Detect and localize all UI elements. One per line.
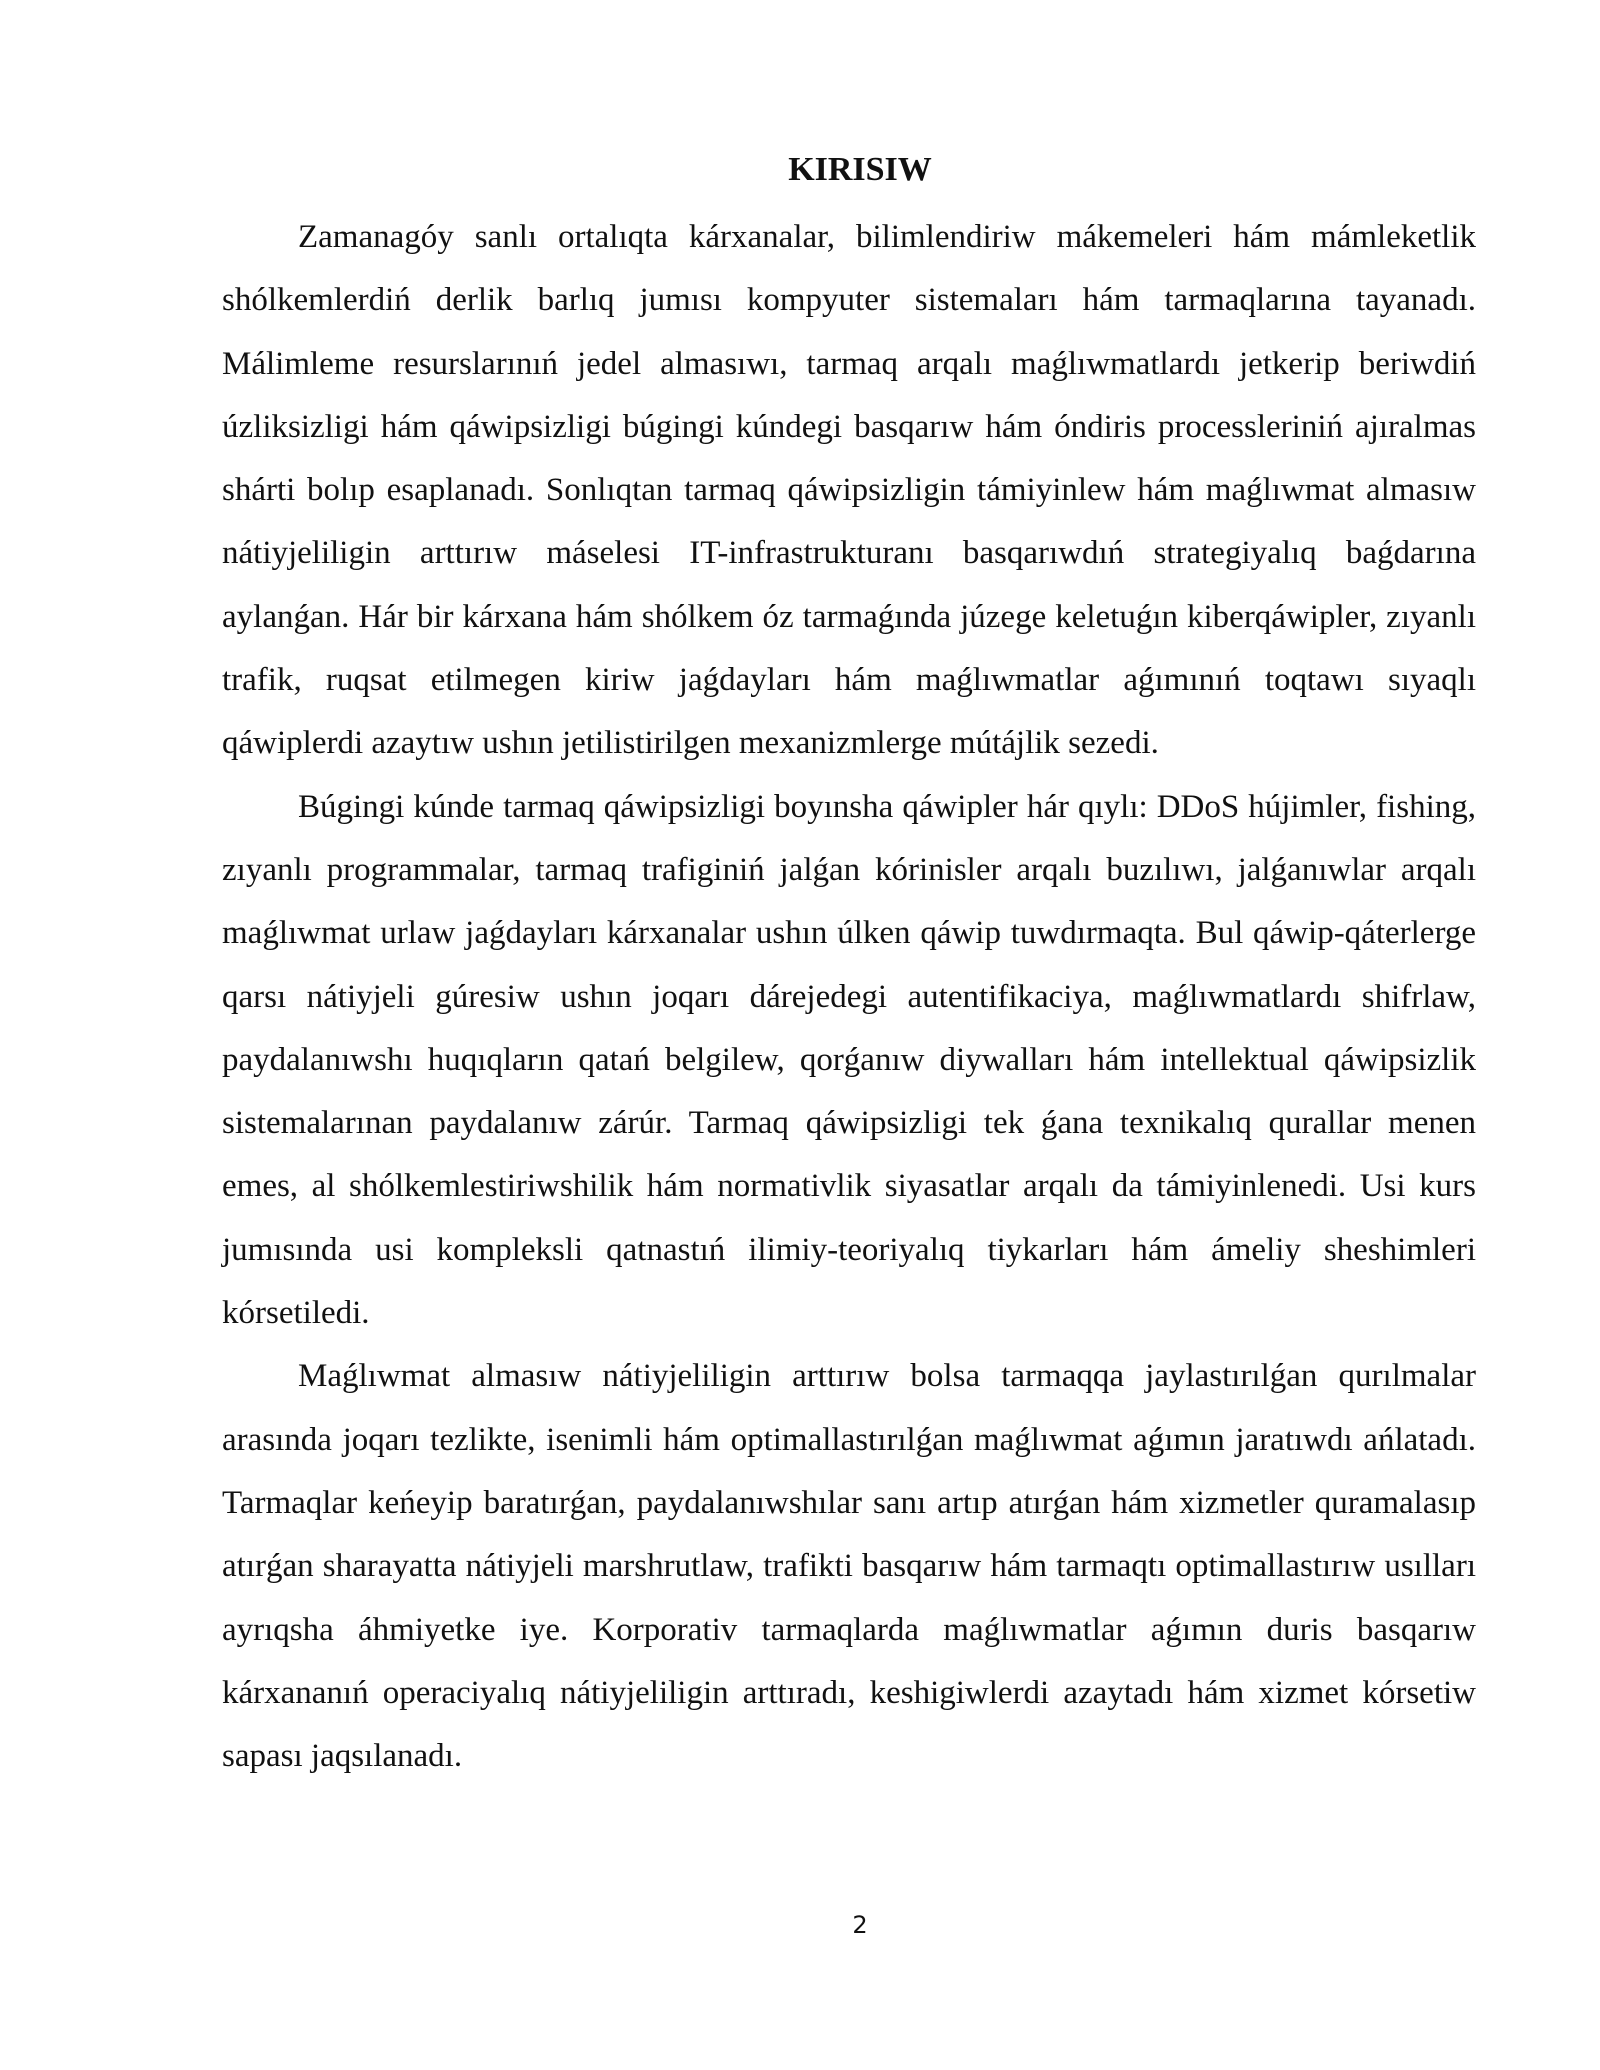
page-number: 2 bbox=[852, 1911, 868, 1939]
page-title: KIRISIW bbox=[788, 151, 932, 188]
body-text bbox=[222, 206, 1476, 1788]
paragraph-1: Zamanagóy sanlı ortalıqta kárxanalar, bilimlendiriw mákemeleri hám mámleketlik shólkemlerdiń derlik barlıq jumısı kompyuter sistemaları hám tarmaqlarına tayanadı. Málimleme resurslarınıń jedel almasıwı, tarmaq arqalı maǵlıwmatlardı jetkerip beriwdiń úzliksizligi hám qáwipsizligi búgingi kúndegi basqarıw hám óndiris processleriniń ajıralmas shárti bolıp esaplanadı. Sonlıqtan tarmaq qáwipsizligin támiyinlew hám maǵlıwmat almasıw nátiyjeliligin arttırıw máselesi IT-infrastrukturanı basqarıwdıń strategiyalıq baǵdarına aylanǵan. Hár bir kárxana hám shólkem óz tarmaǵında júzege keletuǵın kiberqáwipler, zıyanlı trafik, ruqsat etilmegen kiriw jaǵdayları hám maǵlıwmatlar aǵımınıń toqtawı sıyaqlı qáwiplerdi azaytıw ushın jetilistirilgen mexanizmlerge mútájlik sezedi. bbox=[222, 219, 1476, 762]
paragraph-3: Maǵlıwmat almasıw nátiyjeliligin arttırıw bolsa tarmaqqa jaylastırılǵan qurılmalar arasında joqarı tezlikte, isenimli hám optimallastırılǵan maǵlıwmat aǵımın jaratıwdı ańlatadı. Tarmaqlar keńeyip baratırǵan, paydalanıwshılar sanı artıp atırǵan hám xizmetler quramalasıp atırǵan sharayatta nátiyjeli marshrutlaw, trafikti basqarıw hám tarmaqtı optimallastırıw usılları ayrıqsha áhmiyetke iye. Korporativ tarmaqlarda maǵlıwmatlar aǵımın duris basqarıw kárxananıń operaciyalıq nátiyjeliligin arttıradı, keshigiwlerdi azaytadı hám xizmet kórsetiw sapası jaqsılanadı. bbox=[222, 1358, 1476, 1775]
paragraph-2: Búgingi kúnde tarmaq qáwipsizligi boyınsha qáwipler hár qıylı: DDoS hújimler, fishing, zıyanlı programmalar, tarmaq trafiginiń jalǵan kórinisler arqalı buzılıwı, jalǵanıwlar arqalı maǵlıwmat urlaw jaǵdayları kárxanalar ushın úlken qáwip tuwdırmaqta. Bul qáwip-qáterlerge qarsı nátiyjeli gúresiw ushın joqarı dárejedegi autentifikaciya, maǵlıwmatlardı shifrlaw, paydalanıwshı huqıqların qatań belgilew, qorǵanıw diywalları hám intellektual qáwipsizlik sistemalarınan paydalanıw zárúr. Tarmaq qáwipsizligi tek ǵana texnikalıq qurallar menen emes, al shólkemlestiriwshilik hám normativlik siyasatlar arqalı da támiyinlenedi. Usi kurs jumısında usi kompleksli qatnastıń ilimiy-teoriyalıq tiykarları hám ámeliy sheshimleri kórsetiledi. bbox=[222, 788, 1476, 1332]
